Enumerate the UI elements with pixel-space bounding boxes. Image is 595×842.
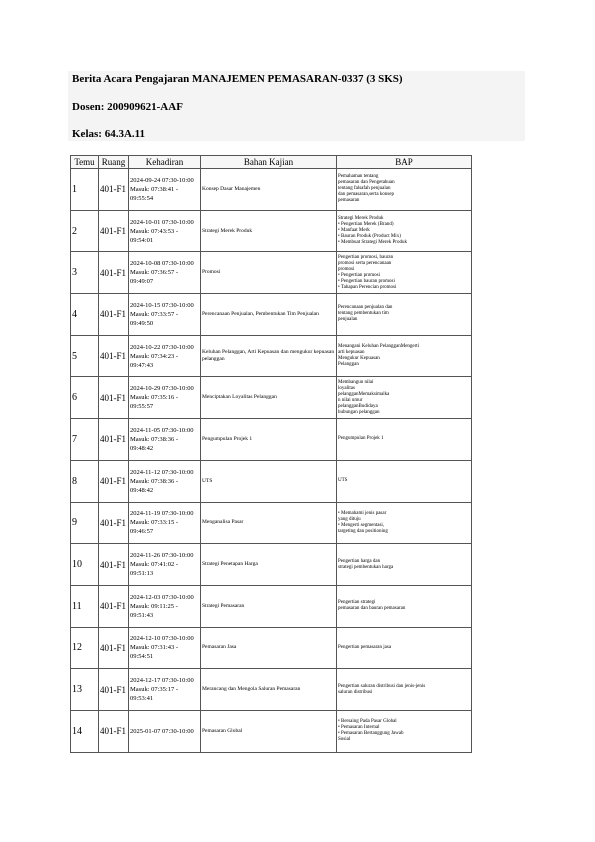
meeting-number-cell: 5 (71, 335, 99, 377)
attendance-cell: 2024-11-05 07:30-10:00 Masuk: 07:38:36 - 09:48:42 (129, 419, 201, 461)
attendance-cell: 2024-12-17 07:30-10:00 Masuk: 07:35:17 - 09:53:41 (129, 669, 201, 711)
table-row (71, 294, 472, 336)
meeting-number-cell: 13 (71, 669, 99, 711)
room-cell: 401-F1 (99, 377, 129, 419)
table-header-row (71, 156, 472, 169)
material-cell: Menganalisa Pasar (201, 502, 337, 544)
material-cell: Keluhan Pelanggan, Arti Kepuasan dan mengukur kepuasan pelanggan (201, 335, 337, 377)
room-cell: 401-F1 (99, 502, 129, 544)
material-cell: Strategi Pemasaran (201, 585, 337, 627)
table-row (71, 252, 472, 294)
table-row (71, 710, 472, 752)
material-cell: Promosi (201, 252, 337, 294)
attendance-cell: 2025-01-07 07:30-10:00 (129, 710, 201, 752)
meeting-number-cell: 14 (71, 710, 99, 752)
table-row (71, 460, 472, 502)
lecturer-label: Dosen: 200909621-AAF (72, 101, 183, 113)
meeting-number-cell: 10 (71, 544, 99, 586)
table-row (71, 419, 472, 461)
bap-cell: Pengertian promosi, bauran promosi serta perencanaan promosi • Pengertian promosi • Pengertian bauran promosi • Tahapan Perencian promosi (337, 252, 472, 294)
attendance-cell: 2024-10-01 07:30-10:00 Masuk: 07:43:53 - 09:54:01 (129, 210, 201, 252)
meeting-number-cell: 9 (71, 502, 99, 544)
table-row (71, 502, 472, 544)
bap-cell: Pengertian harga dan strategi pembentukan harga (337, 544, 472, 586)
meeting-number-cell: 11 (71, 585, 99, 627)
attendance-cell: 2024-11-26 07:30-10:00 Masuk: 07:41:02 - 09:51:13 (129, 544, 201, 586)
column-header-bahan-kajian: Bahan Kajian (201, 156, 337, 169)
meeting-number-cell: 8 (71, 460, 99, 502)
bap-cell: UTS (337, 460, 472, 502)
room-cell: 401-F1 (99, 252, 129, 294)
room-cell: 401-F1 (99, 419, 129, 461)
table-row (71, 210, 472, 252)
document-title: Berita Acara Pengajaran MANAJEMEN PEMASARAN-0337 (3 SKS) (72, 73, 403, 85)
table-row (71, 169, 472, 211)
teaching-record-table (70, 155, 472, 753)
meeting-number-cell: 2 (71, 210, 99, 252)
meeting-number-cell: 4 (71, 294, 99, 336)
bap-cell: Strategi Merek Produk • Pengertian Merek (Brand) • Manfaat Merk • Bauran Produk (Product Mix) • Membuat Strategi Merek Produk (337, 210, 472, 252)
material-cell: Pemasaran Jasa (201, 627, 337, 669)
bap-cell: • Bersaing Pada Pasar Global • Pemasaran Internal • Pemasaran Bertanggung Jawab Sosial (337, 710, 472, 752)
document-header (68, 71, 525, 141)
material-cell: Konsep Dasar Manajemen (201, 169, 337, 211)
room-cell: 401-F1 (99, 169, 129, 211)
attendance-cell: 2024-12-03 07:30-10:00 Masuk: 09:11:25 - 09:51:43 (129, 585, 201, 627)
bap-cell: Pengertian pemasaran jasa (337, 627, 472, 669)
material-cell: Menciptakan Loyalitas Pelanggan (201, 377, 337, 419)
material-cell: Perencanaan Penjualan, Pembentukan Tim Penjualan (201, 294, 337, 336)
table-row (71, 627, 472, 669)
room-cell: 401-F1 (99, 544, 129, 586)
column-header-bap: BAP (337, 156, 472, 169)
column-header-kehadiran: Kehadiran (129, 156, 201, 169)
room-cell: 401-F1 (99, 710, 129, 752)
bap-cell: • Memahami jenis pasar yang dituju • Mengerti segmentasi, targeting dan positioning (337, 502, 472, 544)
meeting-number-cell: 1 (71, 169, 99, 211)
table-row (71, 669, 472, 711)
material-cell: Strategi Penetapan Harga (201, 544, 337, 586)
material-cell: Merancang dan Mengola Saluran Pemasaran (201, 669, 337, 711)
room-cell: 401-F1 (99, 210, 129, 252)
attendance-cell: 2024-10-22 07:30-10:00 Masuk: 07:34:23 - 09:47:43 (129, 335, 201, 377)
attendance-cell: 2024-10-08 07:30-10:00 Masuk: 07:36:57 - 09:49:07 (129, 252, 201, 294)
table-row (71, 335, 472, 377)
table-row (71, 585, 472, 627)
room-cell: 401-F1 (99, 627, 129, 669)
meeting-number-cell: 6 (71, 377, 99, 419)
attendance-cell: 2024-10-15 07:30-10:00 Masuk: 07:33:57 - 09:49:50 (129, 294, 201, 336)
material-cell: Pengumpulan Projek 1 (201, 419, 337, 461)
attendance-cell: 2024-12-10 07:30-10:00 Masuk: 07:31:43 - 09:54:51 (129, 627, 201, 669)
meeting-number-cell: 7 (71, 419, 99, 461)
bap-cell: Membangun nilai loyalitas pelangganMemaksimalka n nilai umur pelangganBudidaya hubungan pelanggan (337, 377, 472, 419)
material-cell: Strategi Merek Produk (201, 210, 337, 252)
room-cell: 401-F1 (99, 294, 129, 336)
class-label: Kelas: 64.3A.11 (72, 128, 146, 140)
column-header-ruang: Ruang (99, 156, 129, 169)
room-cell: 401-F1 (99, 335, 129, 377)
room-cell: 401-F1 (99, 585, 129, 627)
attendance-cell: 2024-11-19 07:30-10:00 Masuk: 07:33:15 - 09:46:57 (129, 502, 201, 544)
bap-cell: Pemahaman tentang pemasaran dan Pengetahuan tentang falsafah penjualan dan pemasaran,serta konsep pemasaran (337, 169, 472, 211)
bap-cell: Pengertian saluran distribusi dan jenis-jenis saluran distribusi (337, 669, 472, 711)
attendance-cell: 2024-10-29 07:30-10:00 Masuk: 07:35:16 - 09:55:57 (129, 377, 201, 419)
room-cell: 401-F1 (99, 669, 129, 711)
attendance-cell: 2024-09-24 07:30-10:00 Masuk: 07:38:41 - 09:55:54 (129, 169, 201, 211)
bap-cell: Pengumpulan Projek 1 (337, 419, 472, 461)
material-cell: Pemasaran Global (201, 710, 337, 752)
bap-cell: Menangani Keluhan PelangganMengerti arti kepuasan Mengukur Kepuasan Pelanggan (337, 335, 472, 377)
meeting-number-cell: 3 (71, 252, 99, 294)
bap-cell: Perencanaan penjualan dan tentang pembentukan tim penjualan (337, 294, 472, 336)
material-cell: UTS (201, 460, 337, 502)
meeting-number-cell: 12 (71, 627, 99, 669)
table-row (71, 377, 472, 419)
room-cell: 401-F1 (99, 460, 129, 502)
table-row (71, 544, 472, 586)
attendance-cell: 2024-11-12 07:30-10:00 Masuk: 07:38:36 - 09:48:42 (129, 460, 201, 502)
column-header-temu: Temu (71, 156, 99, 169)
bap-cell: Pengertian strategi pemasaran dan bauran pemasaran (337, 585, 472, 627)
